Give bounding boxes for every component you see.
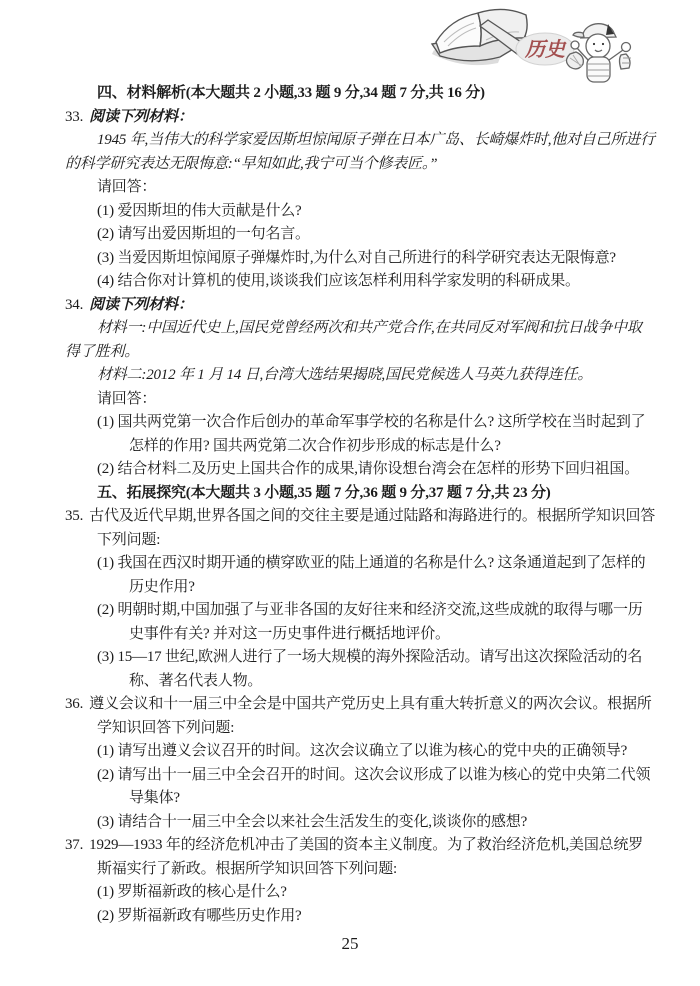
question-33-heading [65, 106, 656, 130]
question-heading-text: 阅读下列材料： [89, 296, 193, 313]
question-number: 35. [65, 508, 84, 524]
question-part: (3) 请结合十一届三中全会以来社会生活发生的变化,谈谈你的感想? [97, 813, 528, 830]
question-heading-text: 阅读下列材料： [89, 108, 193, 125]
question-heading-text: 遵义会议和十一届三中全会是中国共产党历史上具有重大转折意义的两次会议。根据所学知识回答下列问题: [89, 696, 652, 736]
question-part: (2) 结合材料二及历史上国共合作的成果,请你设想台湾会在怎样的形势下回归祖国。 [97, 461, 639, 477]
question-part: (2) 请写出十一届三中全会召开的时间。这次会议形成了以谁为核心的党中央第二代领导集体? [97, 766, 651, 806]
question-heading-text: 古代及近代早期,世界各国之间的交往主要是通过陆路和海路进行的。根据所学知识回答下列问题: [89, 508, 656, 548]
question-part: (1) 国共两党第一次合作后创办的革命军事学校的名称是什么? 这所学校在当时起到了怎样的作用? 国共两党第二次合作初步形成的标志是什么? [97, 414, 646, 454]
question-part: (1) 我国在西汉时期开通的横穿欧亚的陆上通道的名称是什么? 这条通道起到了怎样的历史作用? [97, 555, 646, 595]
question-part: (2) 明朝时期,中国加强了与亚非各国的友好往来和经济交流,这些成就的取得与哪一历史事件有关? 并对这一历史事件进行概括地评价。 [97, 602, 643, 642]
exam-body [65, 82, 656, 928]
material-paragraph: 材料一:中国近代史上,国民党曾经两次和共产党合作,在共同反对军阀和抗日战争中取得了胜利。 [65, 320, 642, 360]
material-paragraph: 1945 年,当伟大的科学家爱因斯坦惊闻原子弹在日本广岛、长崎爆炸时,他对自己所进行的科学研究表达无限悔意:“早知如此,我宁可当个修表匠。” [65, 132, 655, 172]
question-36 [65, 693, 656, 834]
question-35-heading [65, 505, 656, 552]
question-part: (2) 罗斯福新政有哪些历史作用? [97, 907, 302, 924]
question-part: (3) 当爱因斯坦惊闻原子弹爆炸时,为什么对自己所进行的科学研究表达无限悔意? [97, 249, 616, 266]
section-5-title: 五、拓展探究(本大题共 3 小题,35 题 7 分,36 题 9 分,37 题 7 分,共 23 分) [97, 484, 551, 501]
question-part: (1) 罗斯福新政的核心是什么? [97, 884, 287, 900]
question-33 [65, 106, 656, 294]
question-34-heading [65, 294, 656, 318]
student-mascot-icon [567, 24, 632, 82]
answer-prompt: 请回答： [97, 179, 157, 195]
question-part: (1) 爱因斯坦的伟大贡献是什么? [97, 202, 302, 219]
material-paragraph: 材料二:2012 年 1 月 14 日,台湾大选结果揭晓,国民党候选人马英九获得连任。 [97, 367, 593, 383]
question-part: (2) 请写出爱因斯坦的一句名言。 [97, 226, 310, 242]
question-heading-text: 1929—1933 年的经济危机冲击了美国的资本主义制度。为了救治经济危机,美国总统罗斯福实行了新政。根据所学知识回答下列问题: [89, 837, 644, 877]
question-number: 36. [65, 696, 84, 712]
question-number: 37. [65, 837, 84, 853]
history-badge-label: 历史 [525, 39, 565, 61]
history-badge [516, 33, 574, 65]
section-4-title: 四、材料解析(本大题共 2 小题,33 题 9 分,34 题 7 分,共 16 分) [97, 85, 485, 101]
question-37-heading [65, 834, 656, 881]
question-number: 33. [65, 108, 84, 125]
question-part: (3) 15—17 世纪,欧洲人进行了一场大规模的海外探险活动。请写出这次探险活动的名称、著名代表人物。 [97, 649, 643, 689]
question-36-heading [65, 693, 656, 740]
question-35 [65, 505, 656, 693]
question-37 [65, 834, 656, 928]
question-34 [65, 294, 656, 482]
question-number: 34. [65, 296, 84, 313]
question-part: (4) 结合你对计算机的使用,谈谈我们应该怎样利用科学家发明的科研成果。 [97, 273, 580, 289]
header-illustration [420, 2, 670, 92]
page-number: 25 [341, 934, 359, 953]
answer-prompt: 请回答： [97, 390, 157, 407]
question-part: (1) 请写出遵义会议召开的时间。这次会议确立了以谁为核心的党中央的正确领导? [97, 743, 628, 759]
